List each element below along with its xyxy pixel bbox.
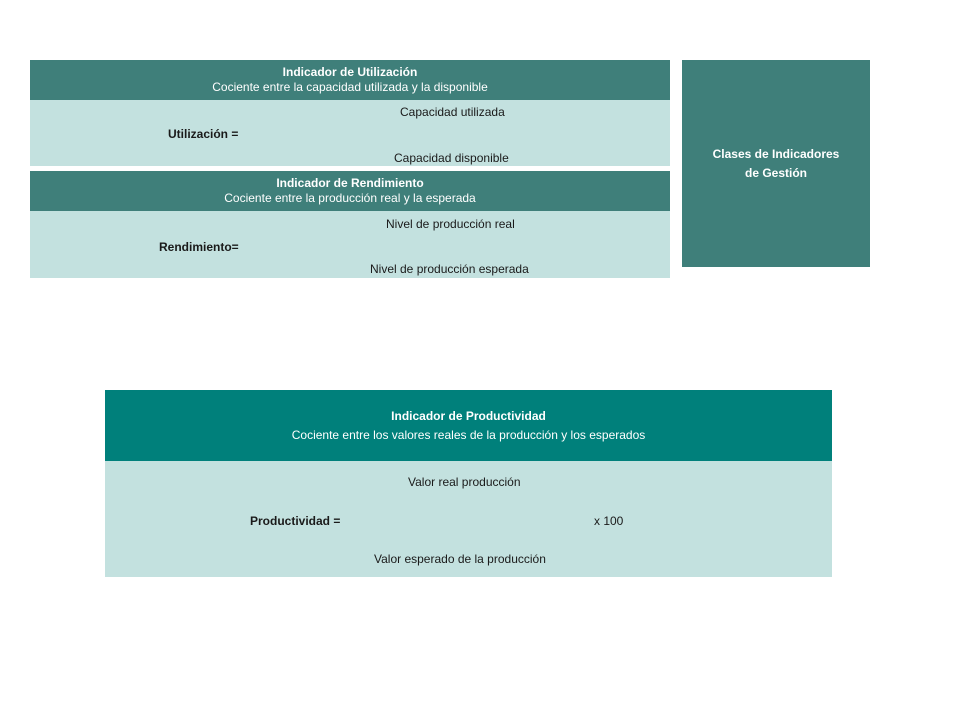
productividad-label: Productividad = bbox=[250, 514, 341, 528]
productividad-multiplier: x 100 bbox=[594, 514, 624, 528]
rendimiento-label: Rendimiento= bbox=[159, 240, 239, 254]
productividad-subtitle: Cociente entre los valores reales de la producción y los esperados bbox=[291, 427, 646, 442]
clases-indicadores-box bbox=[682, 60, 870, 267]
utilizacion-header bbox=[30, 60, 670, 100]
utilizacion-denominator: Capacidad disponible bbox=[394, 151, 509, 165]
rendimiento-panel bbox=[30, 171, 670, 278]
clases-line1: Clases de Indicadores bbox=[712, 146, 840, 161]
productividad-denominator: Valor esperado de la producción bbox=[374, 552, 546, 566]
rendimiento-formula bbox=[30, 211, 670, 278]
utilizacion-numerator: Capacidad utilizada bbox=[400, 105, 505, 119]
utilizacion-panel bbox=[30, 60, 670, 166]
rendimiento-title: Indicador de Rendimiento bbox=[276, 176, 424, 190]
productividad-panel bbox=[105, 390, 832, 577]
productividad-formula bbox=[105, 461, 832, 577]
utilizacion-title: Indicador de Utilización bbox=[282, 65, 418, 79]
rendimiento-numerator: Nivel de producción real bbox=[386, 217, 515, 231]
productividad-numerator: Valor real producción bbox=[408, 475, 521, 489]
rendimiento-subtitle: Cociente entre la producción real y la esperada bbox=[224, 191, 476, 205]
rendimiento-denominator: Nivel de producción esperada bbox=[370, 262, 529, 276]
utilizacion-label: Utilización = bbox=[168, 127, 239, 141]
productividad-header bbox=[105, 390, 832, 461]
productividad-title: Indicador de Productividad bbox=[391, 408, 546, 423]
utilizacion-subtitle: Cociente entre la capacidad utilizada y la disponible bbox=[212, 80, 488, 94]
rendimiento-header bbox=[30, 171, 670, 211]
clases-line2: de Gestión bbox=[744, 165, 807, 180]
utilizacion-formula bbox=[30, 100, 670, 166]
